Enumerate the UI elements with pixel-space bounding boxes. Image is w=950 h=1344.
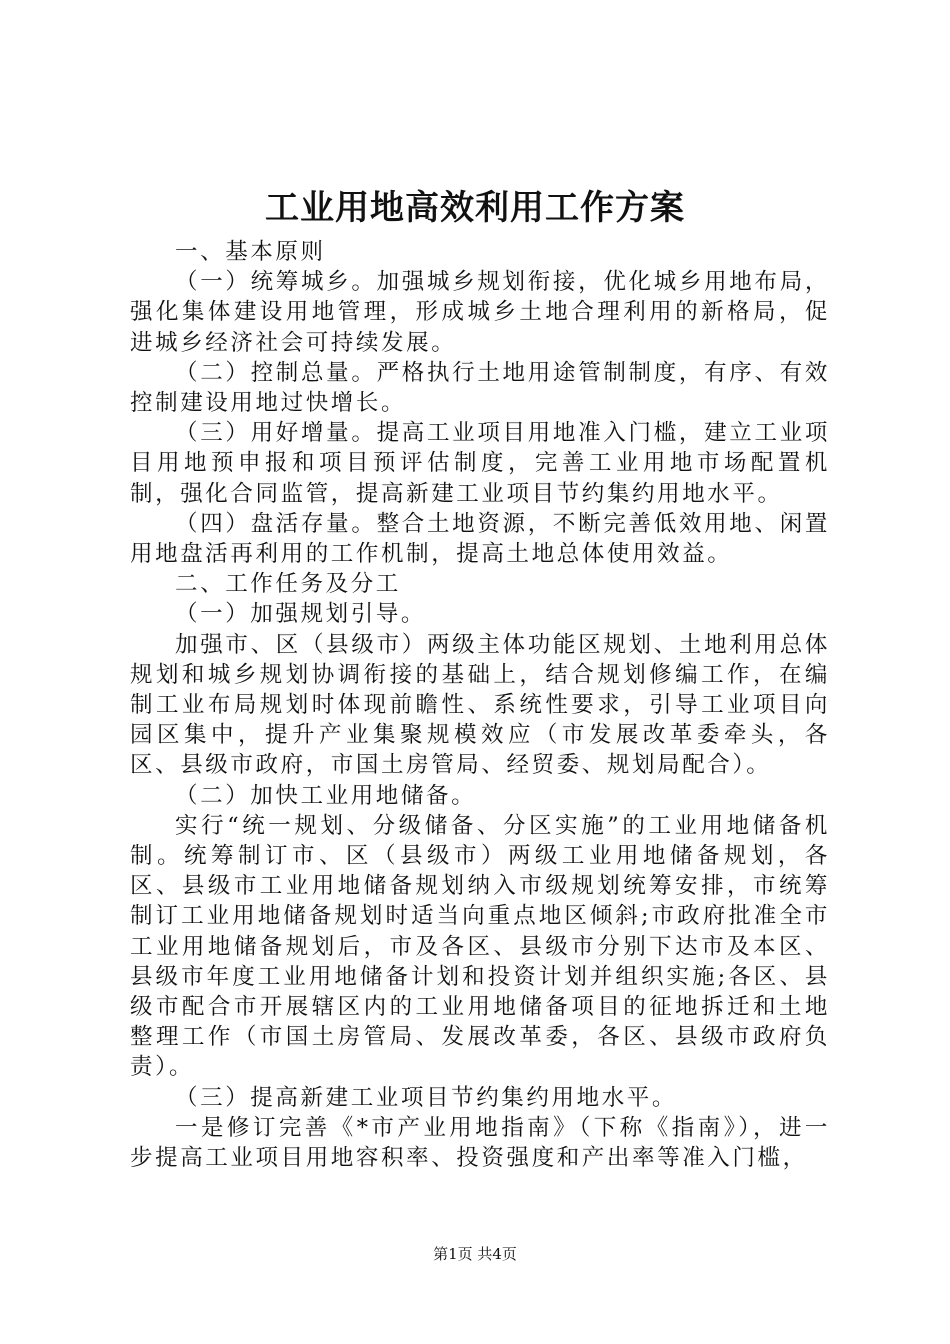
- page-number-footer: 第1页 共4页: [433, 1245, 517, 1263]
- paragraph-revitalize-stock: （四）盘活存量。整合土地资源，不断完善低效用地、闲置用地盘活再利用的工作机制，提高土地总体使用效益。: [130, 510, 830, 568]
- paragraph-land-efficiency: 一是修订完善《*市产业用地指南》（下称《指南》），进一步提高工业项目用地容积率、投资强度和产出率等准入门槛，: [130, 1114, 830, 1172]
- document-body: [130, 237, 830, 1173]
- paragraph-land-reserve: 实行“统一规划、分级储备、分区实施”的工业用地储备机制。统筹制订市、区（县级市）两级工业用地储备规划，各区、县级市工业用地储备规划纳入市级规划统筹安排，市统筹制订工业用地储备规划时适当向重点地区倾斜;市政府批准全市工业用地储备规划后，市及各区、县级市分别下达市及本区、县级市年度工业用地储备计划和投资计划并组织实施;各区、县级市配合市开展辖区内的工业用地储备项目的征地拆迁和土地整理工作（市国土房管局、发展改革委，各区、县级市政府负责）。: [130, 812, 830, 1081]
- document-title: 工业用地高效利用工作方案: [265, 188, 685, 228]
- subheading-land-efficiency: （三）提高新建工业项目节约集约用地水平。: [175, 1084, 678, 1111]
- paragraph-control-total: （二）控制总量。严格执行土地用途管制制度，有序、有效控制建设用地过快增长。: [130, 359, 830, 417]
- paragraph-use-increment: （三）用好增量。提高工业项目用地准入门槛，建立工业项目用地预申报和项目预评估制度，完善工业用地市场配置机制，强化合同监管，提高新建工业项目节约集约用地水平。: [130, 420, 830, 507]
- section-heading-basic-principles: 一、基本原则: [175, 239, 326, 265]
- paragraph-planning-guidance: 加强市、区（县级市）两级主体功能区规划、土地利用总体规划和城乡规划协调衔接的基础上，结合规划修编工作，在编制工业布局规划时体现前瞻性、系统性要求，引导工业项目向园区集中，提升产业集聚规模效应（市发展改革委牵头，各区、县级市政府，市国土房管局、经贸委、规划局配合）。: [130, 631, 830, 779]
- subheading-land-reserve: （二）加快工业用地储备。: [175, 782, 477, 809]
- subheading-planning-guidance: （一）加强规划引导。: [175, 601, 427, 628]
- paragraph-urban-rural: （一）统筹城乡。加强城乡规划衔接，优化城乡用地布局，强化集体建设用地管理，形成城乡土地合理利用的新格局，促进城乡经济社会可持续发展。: [130, 269, 830, 356]
- section-heading-tasks: 二、工作任务及分工: [175, 571, 401, 598]
